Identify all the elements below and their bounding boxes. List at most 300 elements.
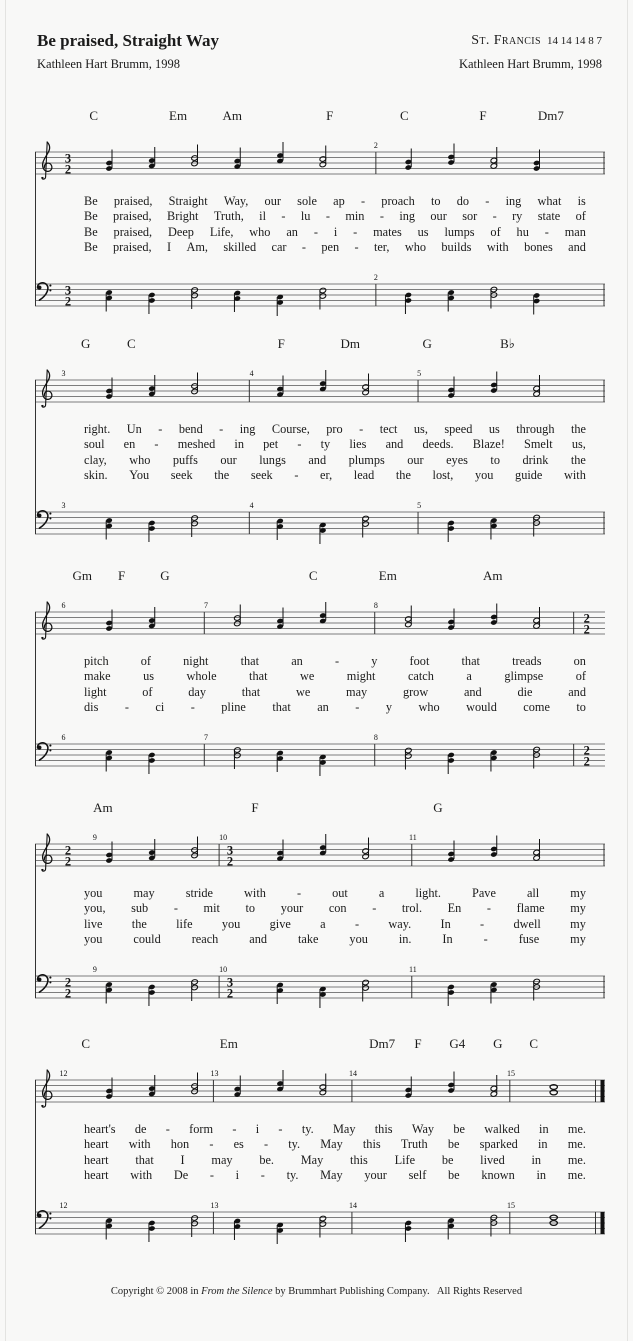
lyric-token: that <box>272 700 291 715</box>
lyric-token: sor <box>462 209 478 224</box>
note-chord <box>106 150 113 172</box>
lyric-token: heart <box>84 1168 109 1183</box>
svg-text:3: 3 <box>64 151 72 166</box>
note-chord <box>490 604 497 626</box>
lyric-token: to <box>490 452 500 467</box>
chord-label: C <box>308 568 318 583</box>
measure-number: 14 <box>349 1202 358 1210</box>
lyric-token: light. <box>415 886 441 900</box>
note-chord <box>148 292 155 314</box>
lyric-token: you <box>221 916 241 931</box>
lyric-token: night <box>183 654 209 668</box>
measure-number: 10 <box>219 833 228 842</box>
chord-label: Dm7 <box>369 1036 396 1051</box>
lyric-token: of <box>142 684 153 699</box>
lyric-token: be. <box>259 1152 274 1167</box>
lyric-token: Straight <box>168 194 208 208</box>
measure-number: 3 <box>61 502 66 510</box>
lyrics-verse-3 <box>84 453 586 468</box>
lyric-token: proach <box>381 194 415 208</box>
lyric-token: live <box>84 916 103 931</box>
lyric-token: lumps <box>444 224 475 239</box>
note-chord <box>448 752 455 774</box>
lyric-token: lost, <box>432 468 454 483</box>
chord-label: G <box>81 336 91 351</box>
bass-clef-icon <box>37 743 51 760</box>
tune-line <box>471 33 602 49</box>
lyric-token: mates <box>373 224 402 239</box>
lyric-token: might <box>346 669 376 684</box>
note-chord <box>148 520 155 542</box>
time-signature <box>584 612 590 637</box>
lyric-token: you, <box>84 901 106 916</box>
bass-clef-icon <box>37 283 51 300</box>
measure-number: 3 <box>61 369 66 378</box>
measure-number: 7 <box>204 734 208 742</box>
note-chord <box>277 1070 284 1092</box>
lyric-token: ty. <box>288 1137 301 1152</box>
lyric-token: - <box>260 1168 265 1183</box>
lyric-token: Be <box>84 209 98 224</box>
bass-staff <box>35 734 605 782</box>
lyric-token: min <box>345 209 365 224</box>
lyric-token: you <box>84 932 103 947</box>
lyric-token: heart <box>84 1152 109 1167</box>
system-connector-line <box>35 152 36 306</box>
lyrics-verse-2 <box>84 669 586 684</box>
treble-clef-icon <box>42 142 52 179</box>
lyrics-block <box>84 1122 586 1184</box>
lyric-token: is <box>577 194 586 208</box>
chord-label: Am <box>482 568 503 583</box>
lyric-token: me. <box>567 1122 586 1136</box>
note-chord <box>234 1218 241 1240</box>
lyric-token: be <box>447 1137 460 1152</box>
lyrics-verse-1 <box>84 654 586 669</box>
measure-number: 11 <box>409 966 417 974</box>
lyric-token: lead <box>353 468 375 483</box>
lyric-token: me. <box>567 1137 586 1152</box>
lyric-token: car <box>271 240 287 255</box>
lyrics-verse-3 <box>84 1153 586 1168</box>
lyric-token: my <box>570 916 586 931</box>
lyric-token: May <box>300 1152 324 1167</box>
note-chord <box>106 1078 113 1100</box>
lyric-token: do <box>456 194 470 208</box>
lyric-token: our <box>407 452 424 467</box>
lyric-token: - <box>190 700 195 715</box>
chord-label: G <box>160 568 170 583</box>
lyric-token: i <box>255 1122 260 1136</box>
lyric-token: hu <box>516 224 529 239</box>
lyric-token: con <box>328 901 347 916</box>
measure-number: 8 <box>373 734 378 742</box>
note-chord <box>277 518 284 540</box>
lyric-token: you <box>84 886 103 900</box>
lyric-token: and <box>568 240 586 255</box>
lyric-token: through <box>516 422 555 436</box>
lyric-token: who <box>404 240 427 255</box>
lyric-token: who <box>249 224 271 239</box>
lyric-token: sparked <box>479 1137 518 1152</box>
lyrics-block <box>84 194 586 256</box>
lyric-token: ing <box>399 209 416 224</box>
lyric-token: - <box>355 700 360 715</box>
lyric-token: ing <box>505 194 522 208</box>
lyric-token: you <box>349 932 368 947</box>
lyric-token: De <box>173 1168 189 1183</box>
measure-number: 9 <box>92 833 97 842</box>
lyric-token: May <box>320 1137 343 1152</box>
system-connector-line <box>35 1080 36 1234</box>
system-5 <box>0 1036 633 1252</box>
bass-staff <box>35 502 605 550</box>
lyric-token: mit <box>203 901 220 916</box>
lyric-token: - <box>313 224 318 239</box>
lyric-token: right. <box>84 422 111 436</box>
lyric-token: seek <box>250 468 273 483</box>
lyric-token: En <box>447 901 462 916</box>
lyric-token: we <box>295 684 311 699</box>
lyric-token: our <box>264 194 281 208</box>
lyric-token: life <box>176 916 193 931</box>
lyric-token: be <box>453 1122 465 1136</box>
lyric-token: Deep <box>168 224 194 239</box>
note-chord <box>277 840 284 862</box>
time-signature <box>584 744 590 769</box>
note-chord <box>319 754 326 776</box>
chord-label: F <box>414 1036 422 1051</box>
lyric-token: what <box>537 194 562 208</box>
lyric-token: us <box>417 224 429 239</box>
lyric-token: to <box>430 194 441 208</box>
lyric-token: - <box>492 209 497 224</box>
lyric-token: and <box>568 684 586 699</box>
lyric-token: ty. <box>286 1168 299 1183</box>
author-right: Kathleen Hart Brumm, 1998 <box>458 57 602 71</box>
note-chord <box>148 839 155 861</box>
lyric-token: - <box>301 240 306 255</box>
lyric-token: You <box>129 468 150 483</box>
note-chord <box>533 839 540 861</box>
lyric-token: with <box>128 1137 151 1152</box>
lyric-token: form <box>189 1122 214 1136</box>
svg-text:2: 2 <box>64 975 72 990</box>
lyric-token: your <box>280 901 304 916</box>
lyric-token: - <box>278 1122 283 1136</box>
lyrics-verse-4 <box>84 240 586 255</box>
lyrics-verse-1 <box>84 886 586 901</box>
lyric-token: - <box>354 240 359 255</box>
lyric-token: light <box>84 684 107 699</box>
treble-clef-icon <box>42 602 52 639</box>
treble-staff <box>35 596 605 654</box>
treble-staff <box>35 1064 605 1122</box>
note-chord <box>448 144 455 166</box>
lyric-token: pen <box>321 240 340 255</box>
lyric-token: Bright <box>167 209 199 224</box>
lyric-token: ci <box>155 700 165 715</box>
lyrics-verse-4 <box>84 932 586 947</box>
lyric-token: Be <box>84 224 98 239</box>
page-title: Be praised, Straight Way <box>37 31 219 50</box>
lyrics-verse-2 <box>84 1137 586 1152</box>
chord-row <box>35 1036 605 1052</box>
time-signature <box>227 976 233 1001</box>
chord-label: C <box>89 108 99 123</box>
lyric-token: - <box>485 194 490 208</box>
treble-clef-icon <box>42 834 52 871</box>
lyric-token: of <box>575 209 586 224</box>
lyric-token: - <box>353 224 358 239</box>
lyric-token: pline <box>221 700 246 715</box>
chord-label: C <box>400 108 409 123</box>
lyric-token: my <box>570 886 586 900</box>
lyric-token: praised, <box>113 224 153 239</box>
lyric-token: me. <box>567 1152 586 1167</box>
bass-clef-icon <box>37 975 51 992</box>
lyric-token: i <box>333 224 338 239</box>
chord-label: C <box>529 1036 539 1051</box>
lyric-token: praised, <box>113 194 153 208</box>
final-whole-note-chord <box>550 1215 557 1225</box>
tune-name: St. Francis <box>471 33 541 48</box>
copyright-line <box>0 1286 633 1297</box>
lyrics-verse-3 <box>84 917 586 932</box>
chord-label: F <box>277 336 285 351</box>
svg-text:2: 2 <box>64 294 72 309</box>
lyric-token: eyes <box>446 452 468 467</box>
tune-meter: 14 14 14 8 7 <box>547 35 602 47</box>
lyric-token: praised, <box>113 209 152 224</box>
time-signature <box>65 152 71 177</box>
note-chord <box>490 372 497 394</box>
note-chord <box>319 522 326 544</box>
lyric-token: Life, <box>209 224 234 239</box>
note-chord <box>362 374 369 396</box>
system-connector-line <box>35 844 36 998</box>
chord-label: C <box>126 336 136 351</box>
lyric-token: in <box>539 1122 549 1136</box>
lyrics-verse-3 <box>84 225 586 240</box>
lyrics-block <box>84 886 586 948</box>
lyric-token: skin. <box>84 468 108 483</box>
system-2 <box>0 336 633 552</box>
lyrics-verse-3 <box>84 685 586 700</box>
chord-row <box>35 568 605 584</box>
lyric-token: In <box>440 916 451 931</box>
lyric-token: catch <box>407 669 434 684</box>
note-chord <box>448 984 455 1006</box>
lyric-token: flame <box>516 901 545 916</box>
lyrics-verse-2 <box>84 437 586 452</box>
lyric-token: out <box>332 886 348 900</box>
lyric-token: bones <box>524 240 553 255</box>
system-4 <box>0 800 633 1016</box>
note-chord <box>490 1075 497 1097</box>
lyric-token: May <box>320 1168 343 1183</box>
lyric-token: give <box>269 916 291 931</box>
bass-staff <box>35 1202 605 1250</box>
lyric-token: tect <box>379 422 398 436</box>
lyric-token: Un <box>126 422 142 436</box>
chord-label: G <box>422 336 432 351</box>
measure-number: 4 <box>249 502 254 510</box>
lyric-token: the <box>570 452 586 467</box>
measure-number: 15 <box>506 1202 515 1210</box>
note-chord <box>533 607 540 629</box>
lyric-token: - <box>372 901 377 916</box>
note-chord <box>319 1074 326 1096</box>
lyric-token: day <box>188 684 207 699</box>
treble-staff <box>35 136 605 194</box>
measure-number: 9 <box>92 966 97 974</box>
lyric-token: plumps <box>348 452 385 467</box>
chord-label: C <box>81 1036 91 1051</box>
lyrics-verse-1 <box>84 1122 586 1137</box>
measure-number: 8 <box>373 601 378 610</box>
lyric-token: - <box>154 437 159 452</box>
lyric-token: an <box>291 654 303 668</box>
note-chord <box>490 836 497 858</box>
lyric-token: who <box>129 452 151 467</box>
lyric-token: in <box>536 1168 547 1183</box>
bass-clef-icon <box>37 511 51 528</box>
lyric-token: a <box>320 916 326 931</box>
svg-text:2: 2 <box>64 162 72 177</box>
lyric-token: the <box>214 468 230 483</box>
lyric-token: in <box>531 1152 542 1167</box>
lyric-token: known <box>481 1168 515 1183</box>
measure-number: 12 <box>59 1202 68 1210</box>
lyric-token: way. <box>388 916 412 931</box>
time-signature <box>227 844 233 869</box>
lyric-token: us, <box>413 422 428 436</box>
measure-number: 6 <box>61 734 66 742</box>
lyric-token: Truth <box>400 1137 428 1152</box>
lyric-token: my <box>570 901 586 916</box>
chord-label: Am <box>222 108 242 123</box>
treble-staff <box>35 364 605 422</box>
note-chord <box>405 292 412 314</box>
time-signature <box>65 976 71 1001</box>
lyric-token: sole <box>297 194 317 208</box>
lyric-token: ry <box>512 209 523 224</box>
lyric-token: whole <box>186 669 217 684</box>
bass-staff <box>35 274 605 322</box>
lyrics-verse-2 <box>84 901 586 916</box>
lyric-token: pro <box>326 422 343 436</box>
measure-number: 13 <box>210 1202 219 1210</box>
lyric-token: take <box>297 932 319 947</box>
lyric-token: on <box>573 654 586 668</box>
lyric-token: - <box>325 209 330 224</box>
lyric-token: seek <box>170 468 193 483</box>
lyric-token: I <box>166 240 172 255</box>
measure-number: 6 <box>61 601 66 610</box>
lyric-token: - <box>483 932 488 947</box>
measure-number: 4 <box>249 369 254 378</box>
lyric-token: ap <box>333 194 345 208</box>
lyric-token: il <box>259 209 267 224</box>
lyric-token: Be <box>84 240 98 255</box>
svg-text:2: 2 <box>226 986 234 1001</box>
lyric-token: puffs <box>172 452 198 467</box>
lyric-token: ty <box>320 437 331 452</box>
lyric-token: grow <box>402 684 429 699</box>
lyric-token: make <box>84 669 111 684</box>
bass-staff <box>35 966 605 1014</box>
lyric-token: Course, <box>271 422 310 436</box>
copyright-prefix: Copyright © 2008 in <box>110 1286 202 1297</box>
chord-label: Gm <box>72 568 93 583</box>
lyric-token: ter, <box>373 240 390 255</box>
lyric-token: us <box>488 422 500 436</box>
lyric-token: man <box>564 224 586 239</box>
lyric-token: and <box>385 437 404 452</box>
measure-number: 11 <box>409 833 417 842</box>
lyric-token: in <box>537 1137 548 1152</box>
lyric-token: this <box>362 1137 381 1152</box>
lyric-token: the <box>131 916 147 931</box>
lyrics-block <box>84 654 586 716</box>
lyric-token: es <box>233 1137 244 1152</box>
lyric-token: - <box>480 916 485 931</box>
measure-number: 5 <box>417 369 422 378</box>
note-chord <box>277 750 284 772</box>
lyric-token: foot <box>409 654 430 668</box>
chord-label: Em <box>169 108 188 123</box>
lyric-token: may <box>211 1152 233 1167</box>
lyric-token: ing <box>239 422 256 436</box>
note-chord <box>319 834 326 856</box>
lyric-token: meshed <box>177 437 216 452</box>
note-chord <box>490 147 497 169</box>
note-chord <box>277 142 284 164</box>
lyric-token: dis <box>84 700 99 715</box>
note-chord <box>405 606 412 628</box>
lyric-token: that <box>461 654 480 668</box>
measure-number: 2 <box>373 274 378 282</box>
lyric-token: Smelt <box>523 437 553 452</box>
chord-label: Em <box>378 568 397 583</box>
measure-number: 13 <box>210 1069 219 1078</box>
note-chord <box>448 520 455 542</box>
note-chord <box>234 1076 241 1098</box>
chord-label: G <box>433 800 443 815</box>
svg-text:2: 2 <box>583 622 590 637</box>
chord-row <box>35 336 605 352</box>
svg-text:2: 2 <box>64 854 72 869</box>
note-chord <box>106 378 113 400</box>
chord-label: G4 <box>449 1036 466 1051</box>
lyric-token: i <box>235 1168 240 1183</box>
lyric-token: Blaze! <box>472 437 505 452</box>
system-connector-line <box>35 380 36 534</box>
lyric-token: stride <box>185 886 214 900</box>
lyric-token: Way <box>411 1122 435 1136</box>
system-3 <box>0 568 633 784</box>
time-signature <box>65 844 71 869</box>
lyric-token: Pave <box>472 886 496 900</box>
svg-text:2: 2 <box>583 611 590 626</box>
final-thick-barline <box>601 1080 605 1102</box>
lyric-token: and <box>249 932 268 947</box>
chord-label: F <box>251 800 259 815</box>
lyric-token: who <box>418 700 440 715</box>
chord-row <box>35 108 605 124</box>
lyrics-verse-4 <box>84 468 586 483</box>
